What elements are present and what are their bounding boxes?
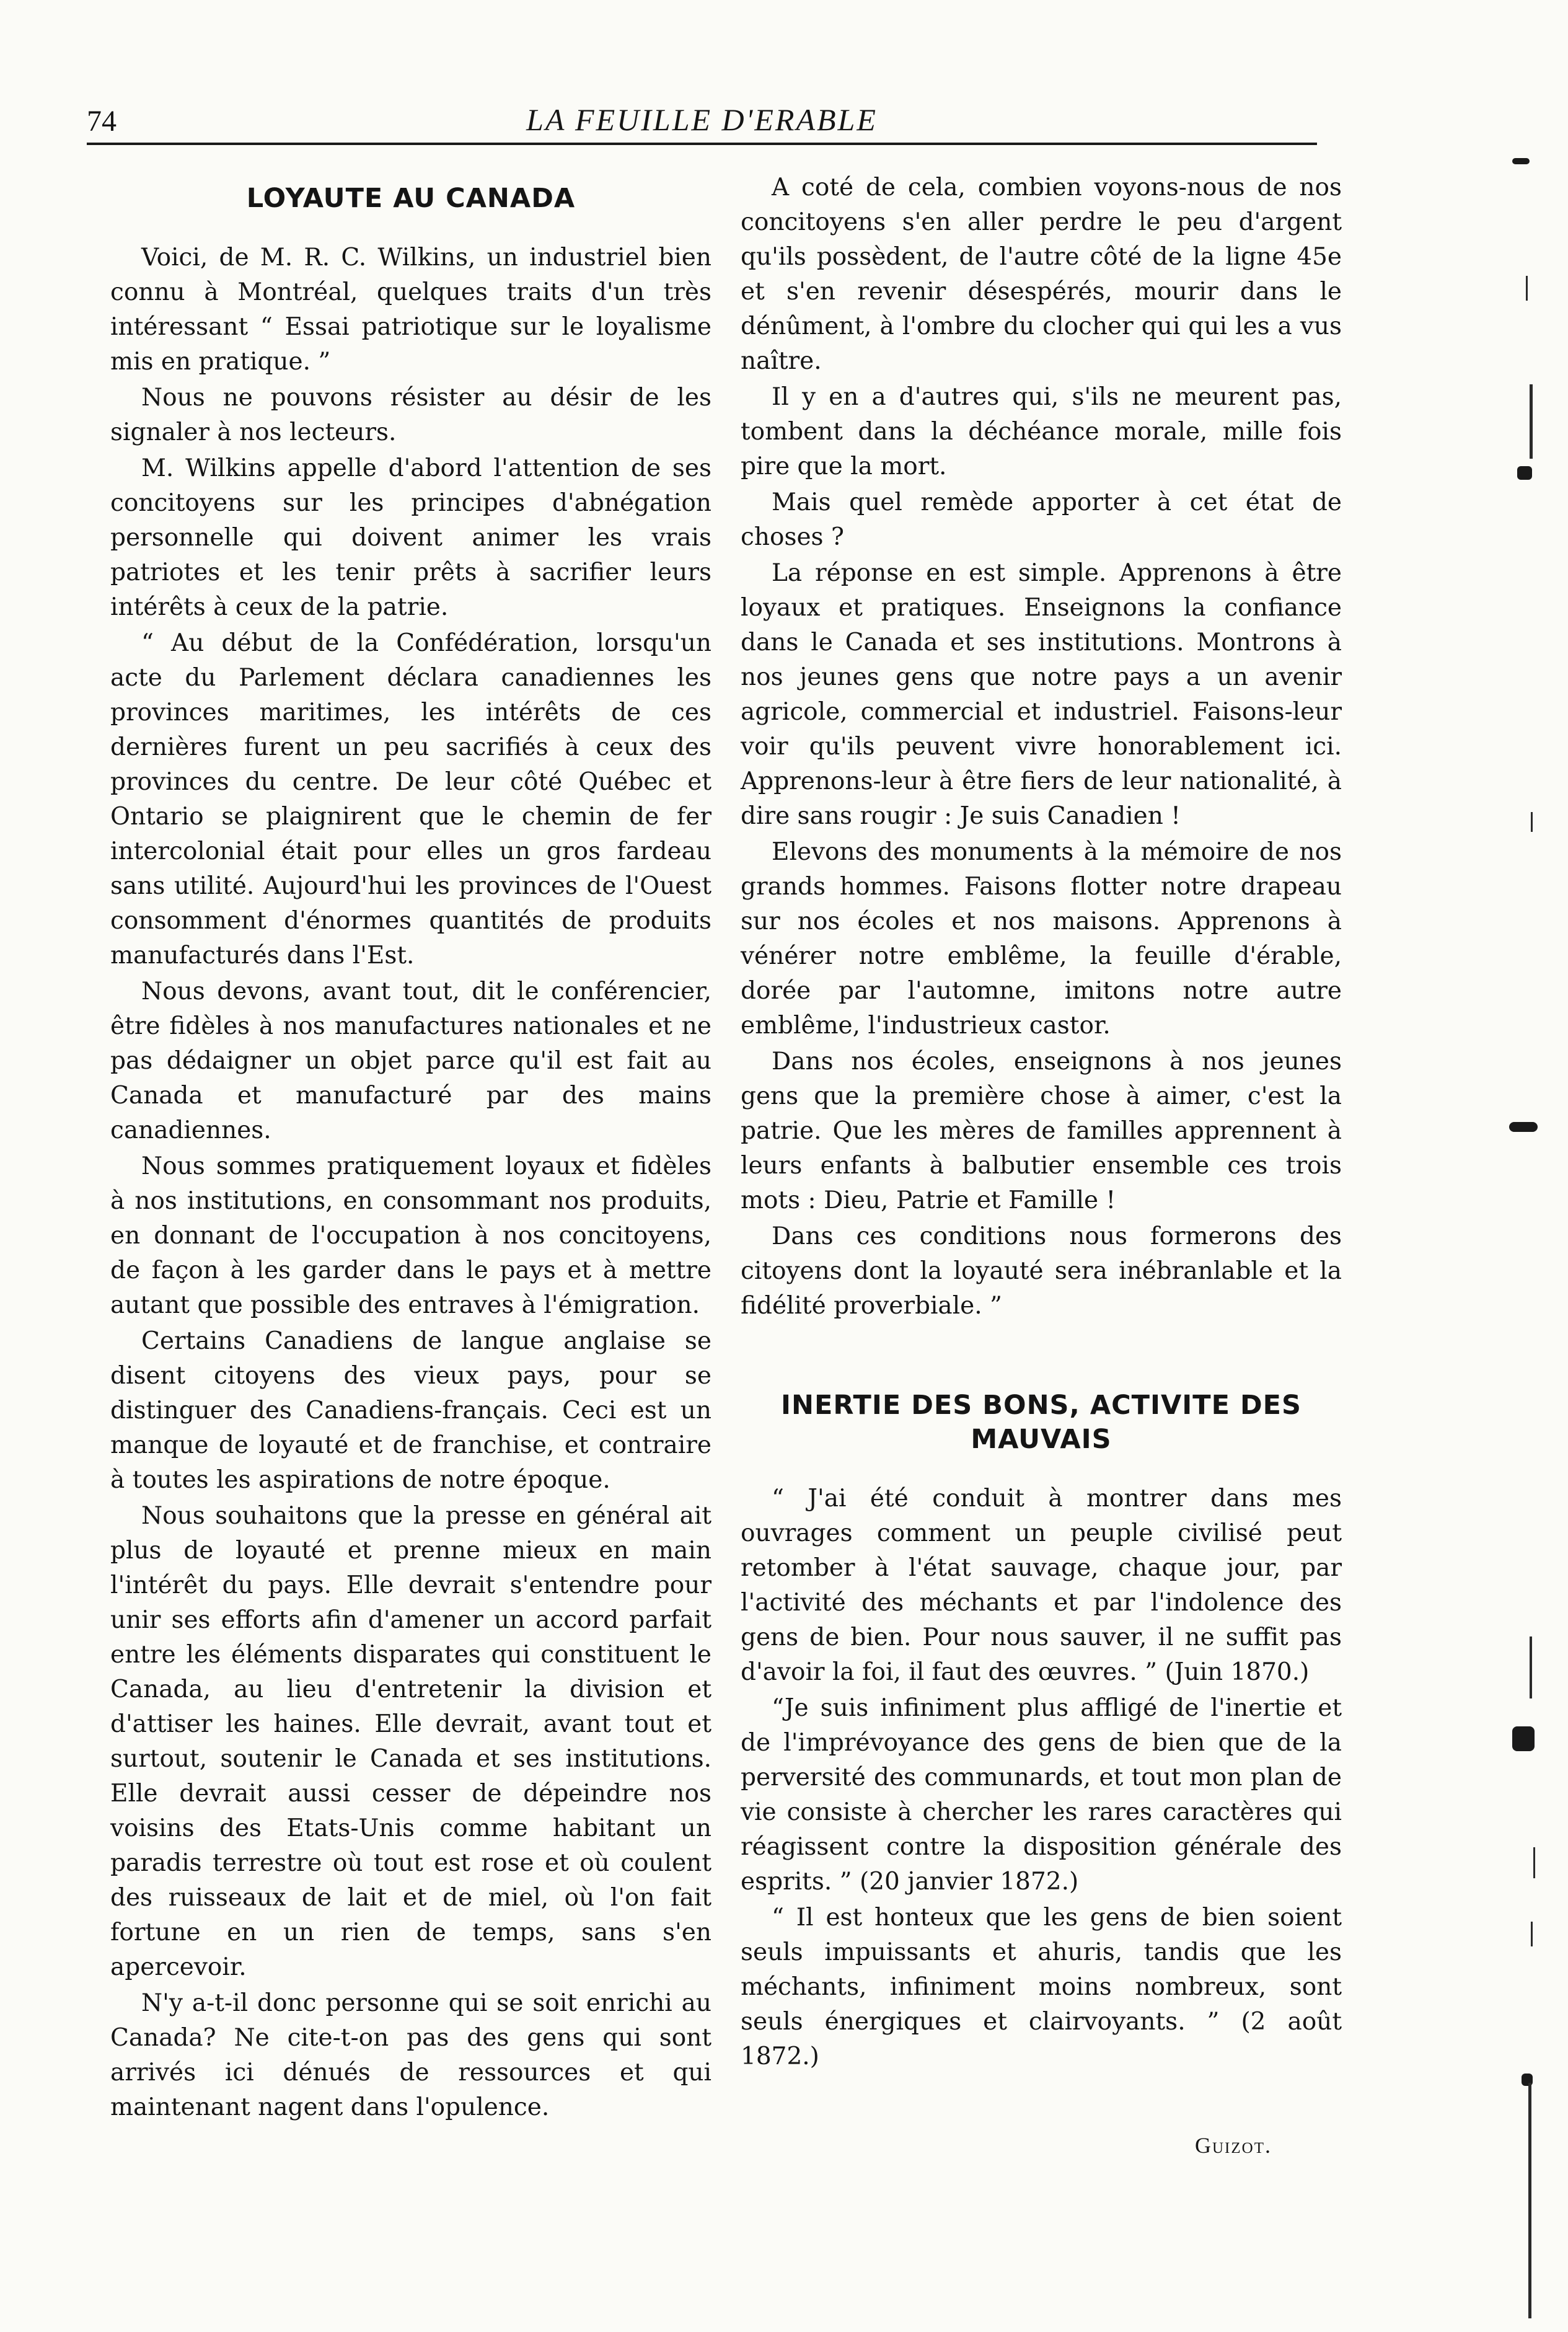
paragraph: Voici, de M. R. C. Wilkins, un industriel bien connu à Montréal, quelques traits d'un très intéressant “ Essai patriotique sur le loyalisme mis en pratique. ”	[110, 244, 711, 376]
paragraph: Il y en a d'autres qui, s'ils ne meurent pas, tombent dans la déchéance morale, mille fois pire que la mort.	[741, 383, 1342, 480]
paragraph: Dans nos écoles, enseignons à nos jeunes gens que la première chose à aimer, c'est la patrie. Que les mères de familles apprennent à leurs enfants à balbutier ensemble ces trois mots : Dieu, Patrie et Famille !	[741, 1048, 1342, 1214]
scan-mark	[1533, 1847, 1535, 1878]
page-number: 74	[87, 105, 117, 138]
paragraph: M. Wilkins appelle d'abord l'attention de ses concitoyens sur les principes d'abnégation personnelle qui doivent animer les vrais patriotes et les tenir prêts à sacrifier leurs intérêts à ceux de la patrie.	[110, 454, 711, 622]
paragraph: Mais quel remède apporter à cet état de choses ?	[741, 488, 1342, 551]
scan-mark	[1531, 812, 1533, 832]
paragraph: Nous ne pouvons résister au désir de les signaler à nos lecteurs.	[110, 384, 711, 447]
scan-mark	[1509, 1122, 1538, 1132]
paragraph: Nous devons, avant tout, dit le conférencier, être fidèles à nos manufactures nationales et ne pas dédaigner un objet parce qu'il est fait au Canada et manufacturé par des mains canadiennes.	[110, 978, 711, 1145]
article-title-inertie: INERTIE DES BONS, ACTIVITE DES MAUVAIS	[781, 1390, 1302, 1455]
scan-mark	[1512, 1726, 1535, 1751]
paragraph: N'y a-t-il donc personne qui se soit enrichi au Canada? Ne cite-t-on pas des gens qui sont arrivés ici dénués de ressources et qui maintenant nagent dans l'opulence.	[110, 1989, 711, 2122]
quote-paragraph: “Je suis infiniment plus affligé de l'inertie et de l'imprévoyance des gens de bien que de la perversité des communards, et tout mon plan de vie consiste à chercher les rares caractères qui réagissent contre la disposition générale des esprits. ” (20 janvier 1872.)	[741, 1694, 1342, 1896]
paragraph: Certains Canadiens de langue anglaise se disent citoyens des vieux pays, pour se distinguer des Canadiens-français. Ceci est un manque de loyauté et de franchise, et contraire à toutes les aspirations de notre époque.	[110, 1327, 711, 1495]
scan-mark	[1526, 276, 1528, 301]
quote-paragraph: “ J'ai été conduit à montrer dans mes ouvrages comment un peuple civilisé peut retomber à l'état sauvage, chaque jour, par l'activité des méchants et par l'indolence des gens de bien. Pour nous sauver, il ne suffit pas d'avoir la foi, il faut des œuvres. ” (Juin 1870.)	[741, 1485, 1342, 1687]
paragraph: Elevons des monuments à la mémoire de nos grands hommes. Faisons flotter notre drapeau sur nos écoles et nos maisons. Apprenons à vénérer notre emblême, la feuille d'érable, dorée par l'automne, imitons notre autre emblême, l'industrieux castor.	[741, 838, 1342, 1040]
quote-paragraph: “ Il est honteux que les gens de bien soient seuls impuissants et ahuris, tandis que les méchants, infiniment moins nombreux, sont seuls énergiques et clairvoyants. ” (2 août 1872.)	[741, 1904, 1342, 2071]
journal-title: LA FEUILLE D'ERABLE	[526, 102, 878, 137]
paragraph: Nous souhaitons que la presse en général ait plus de loyauté et prenne mieux en main l'intérêt du pays. Elle devrait s'entendre pour unir ses efforts afin d'amener un accord parfait entre les éléments disparates qui constituent le Canada, au lieu d'entretenir la division et d'attiser les haines. Elle devrait, avant tout et surtout, soutenir le Canada et ses institutions. Elle devrait aussi cesser de dépeindre nos voisins des Etats-Unis comme habitant un paradis terrestre où tout est rose et où coulent des ruisseaux de lait et de miel, où l'on fait fortune en un rien de temps, sans s'en apercevoir.	[110, 1502, 711, 1982]
paragraph: La réponse en est simple. Apprenons à être loyaux et pratiques. Enseignons la confiance dans le Canada et ses institutions. Montrons à nos jeunes gens que notre pays a un avenir agricole, commercial et industriel. Faisons-leur voir qu'ils peuvent vivre honorablement ici. Apprenons-leur à être fiers de leur nationalité, à dire sans rougir : Je suis Canadien !	[741, 559, 1342, 830]
scan-mark	[1530, 384, 1533, 459]
article-title-loyaute: LOYAUTE AU CANADA	[246, 183, 576, 214]
paragraph: A coté de cela, combien voyons-nous de nos concitoyens s'en aller perdre le peu d'argent qu'ils possèdent, de l'autre côté de la ligne 45e et s'en revenir désespérés, mourir dans le dénûment, à l'ombre du clocher qui qui les a vus naître.	[741, 174, 1342, 375]
scan-mark	[1530, 1636, 1532, 1698]
paragraph: Nous sommes pratiquement loyaux et fidèles à nos institutions, en consommant nos produits, en donnant de l'occupation à nos concitoyens, de façon à les garder dans le pays et à mettre autant que possible des entraves à l'émigration.	[110, 1152, 711, 1320]
scan-mark	[1531, 1922, 1533, 1946]
paragraph: Dans ces conditions nous formerons des citoyens dont la loyauté sera inébranlable et la fidélité proverbiale. ”	[741, 1222, 1342, 1320]
page-header	[87, 93, 1317, 145]
paragraph: “ Au début de la Confédération, lorsqu'un acte du Parlement déclara canadiennes les provinces maritimes, les intérêts de ces dernières furent un peu sacrifiés à ceux des provinces du centre. De leur côté Québec et Ontario se plaignirent que le chemin de fer intercolonial était pour elles un gros fardeau sans utilité. Aujourd'hui les provinces de l'Ouest consomment d'énormes quantités de produits manufacturés dans l'Est.	[110, 629, 711, 970]
left-column	[110, 170, 711, 2126]
author-signature: Guizot.	[1195, 2133, 1272, 2158]
scan-mark	[1528, 2083, 1531, 2318]
scan-mark	[1517, 466, 1532, 480]
right-column	[741, 170, 1342, 2075]
scan-mark	[1512, 158, 1530, 164]
